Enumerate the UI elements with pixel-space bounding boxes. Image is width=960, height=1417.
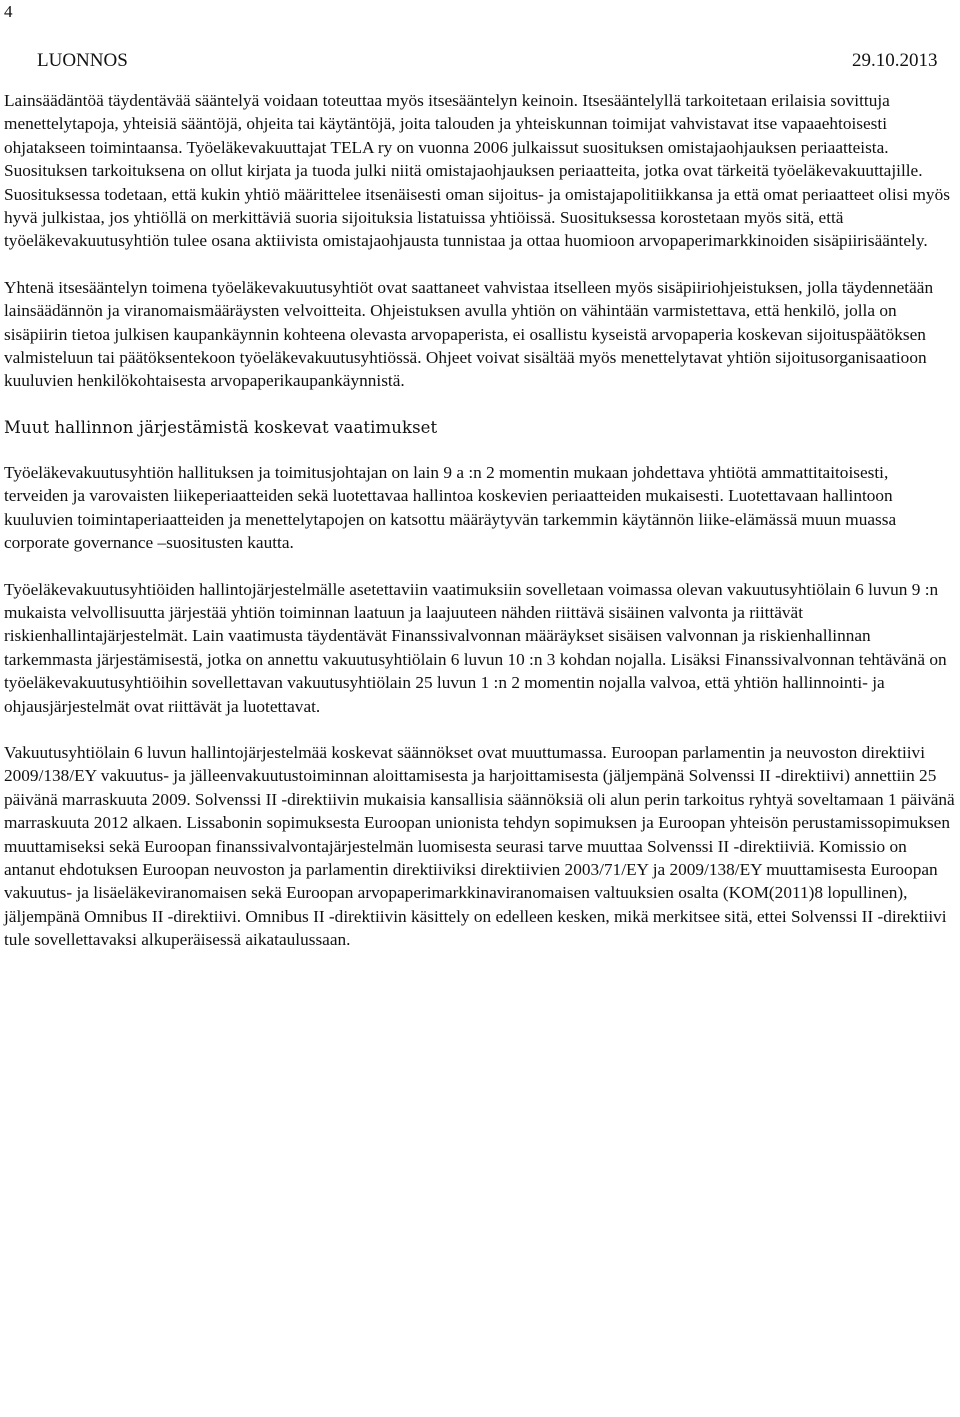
paragraph-insider-guidelines: Yhtenä itsesääntelyn toimena työeläkevakuutusyhtiöt ovat saattaneet vahvistaa itselleen myös sisäpiiriohjeistuksen, jolla täydennetään lainsäädännön ja viranomaismääräysten velvoitteita. Ohjeistuksen avulla yhtiön on vähintään varmistettava, että henkilö, jolla on sisäpiirin tietoa julkisen kaupankäynnin kohteena olevasta arvopaperista, ei osallistu kyseistä arvopaperia koskevan sijoituspäätöksen valmisteluun tai päätöksentekoon työeläkevakuutusyhtiössä. Ohjeet voivat sisältää myös menettelytavat yhtiön sijoitusorganisaatioon kuuluvien henkilökohtaisesta arvopaperikaupankäynnistä. bbox=[4, 277, 934, 391]
page-number: 4 bbox=[4, 2, 13, 21]
paragraph-governance-system: Työeläkevakuutusyhtiöiden hallintojärjestelmälle asetettaviin vaatimuksiin sovelletaan voimassa olevan vakuutusyhtiölain 6 luvun 9 :n mukaista velvollisuutta järjestää yhtiön toiminnan laatuun ja laajuuteen nähden riittävä sisäinen valvonta ja riittävät riskienhallintajärjestelmät. Lain vaatimusta täydentävät Finanssivalvonnan määräykset sisäisen valvonnan ja riskienhallinnan tarkemmasta järjestämisestä, jotka on annettu vakuutusyhtiölain 6 luvun 10 :n 3 kohdan nojalla. Lisäksi Finanssivalvonnan tehtävänä on työeläkevakuutusyhtiöihin sovellettavan vakuutusyhtiölain 25 luvun 1 :n 2 momentin nojalla valvoa, että yhtiön hallinnointi- ja ohjausjärjestelmät ovat riittävät ja luotettavat. bbox=[4, 579, 947, 716]
paragraph-management-duties: Työeläkevakuutusyhtiön hallituksen ja toimitusjohtajan on lain 9 a :n 2 momentin mukaan johdettava yhtiötä ammattitaitoisesti, terveiden ja varovaisten liikeperiaatteiden sekä luotettavaa hallintoa koskevien periaatteiden mukaisesti. Luotettavaan hallintoon kuuluvien toimintaperiaatteiden ja menettelytapojen on katsottu määräytyvän tarkemmin käytännön liike-elämässä muun muassa corporate governance –suositusten kautta. bbox=[4, 462, 897, 553]
document-body bbox=[4, 89, 956, 952]
section-heading: Muut hallinnon järjestämistä koskevat vaatimukset bbox=[4, 417, 438, 437]
paragraph-solvency-ii: Vakuutusyhtiölain 6 luvun hallintojärjestelmää koskevat säännökset ovat muuttumassa. Euroopan parlamentin ja neuvoston direktiivi 2009/138/EY vakuutus- ja jälleenvakuutustoiminnan aloittamisesta ja harjoittamisesta (jäljempänä Solvenssi II -direktiivi) annettiin 25 päivänä marraskuuta 2009. Solvenssi II -direktiivin mukaisia kansallisia säännöksiä oli alun perin tarkoitus ryhtyä soveltamaan 1 päivänä marraskuuta 2012 alkaen. Lissabonin sopimuksesta Euroopan unionista tehdyn sopimuksen ja Euroopan yhteisön perustamissopimuksen muuttamiseksi sekä Euroopan finanssivalvontajärjestelmän luomisesta seurasi tarve muuttaa Solvenssi II -direktiiviä. Komissio on antanut ehdotuksen Euroopan neuvoston ja parlamentin direktiiviksi direktiivien 2003/71/EY ja 2009/138/EY muuttamisesta Euroopan vakuutus- ja lisäeläkeviranomaisen sekä Euroopan arvopaperimarkkinaviranomaisen valtuuksien osalta (KOM(2011)8 lopullinen), jäljempänä Omnibus II -direktiivi. Omnibus II -direktiivin käsittely on edelleen kesken, mikä merkitsee sitä, ettei Solvenssi II -direktiivi tule sovellettavaksi alkuperäisessä aikataulussaan. bbox=[4, 742, 955, 950]
paragraph-self-regulation: Lainsäädäntöä täydentävää sääntelyä voidaan toteuttaa myös itsesääntelyn keinoin. Itsesääntelyllä tarkoitetaan erilaisia sovittuja menettelytapoja, yhteisiä sääntöjä, ohjeita tai käytäntöjä, joita talouden ja yhteiskunnan toimijat vahvistavat itse vapaaehtoisesti ohjatakseen toimintaansa. Työeläkevakuuttajat TELA ry on vuonna 2006 julkaissut suosituksen omistajaohjauksen periaatteista. Suosituksen tarkoituksena on ollut kirjata ja tuoda julki niitä omistajaohjauksen periaatteita, jotka ovat tärkeitä työeläkevakuuttajille. Suosituksessa todetaan, että kukin yhtiö määrittelee itsenäisesti oman sijoitus- ja omistajapolitiikkansa ja että omat periaatteet olisi myös hyvä julkistaa, jos yhtiöllä on merkittäviä suoria sijoituksia listatuissa yhtiöissä. Suosituksessa korostetaan myös sitä, että työeläkevakuutusyhtiön tulee osana aktiivista omistajaohjausta tunnistaa ja ottaa huomioon arvopaperimarkkinoiden sisäpiirisääntely. bbox=[4, 91, 950, 251]
document-date: 29.10.2013 bbox=[852, 50, 938, 71]
draft-label: LUONNOS bbox=[37, 50, 128, 71]
